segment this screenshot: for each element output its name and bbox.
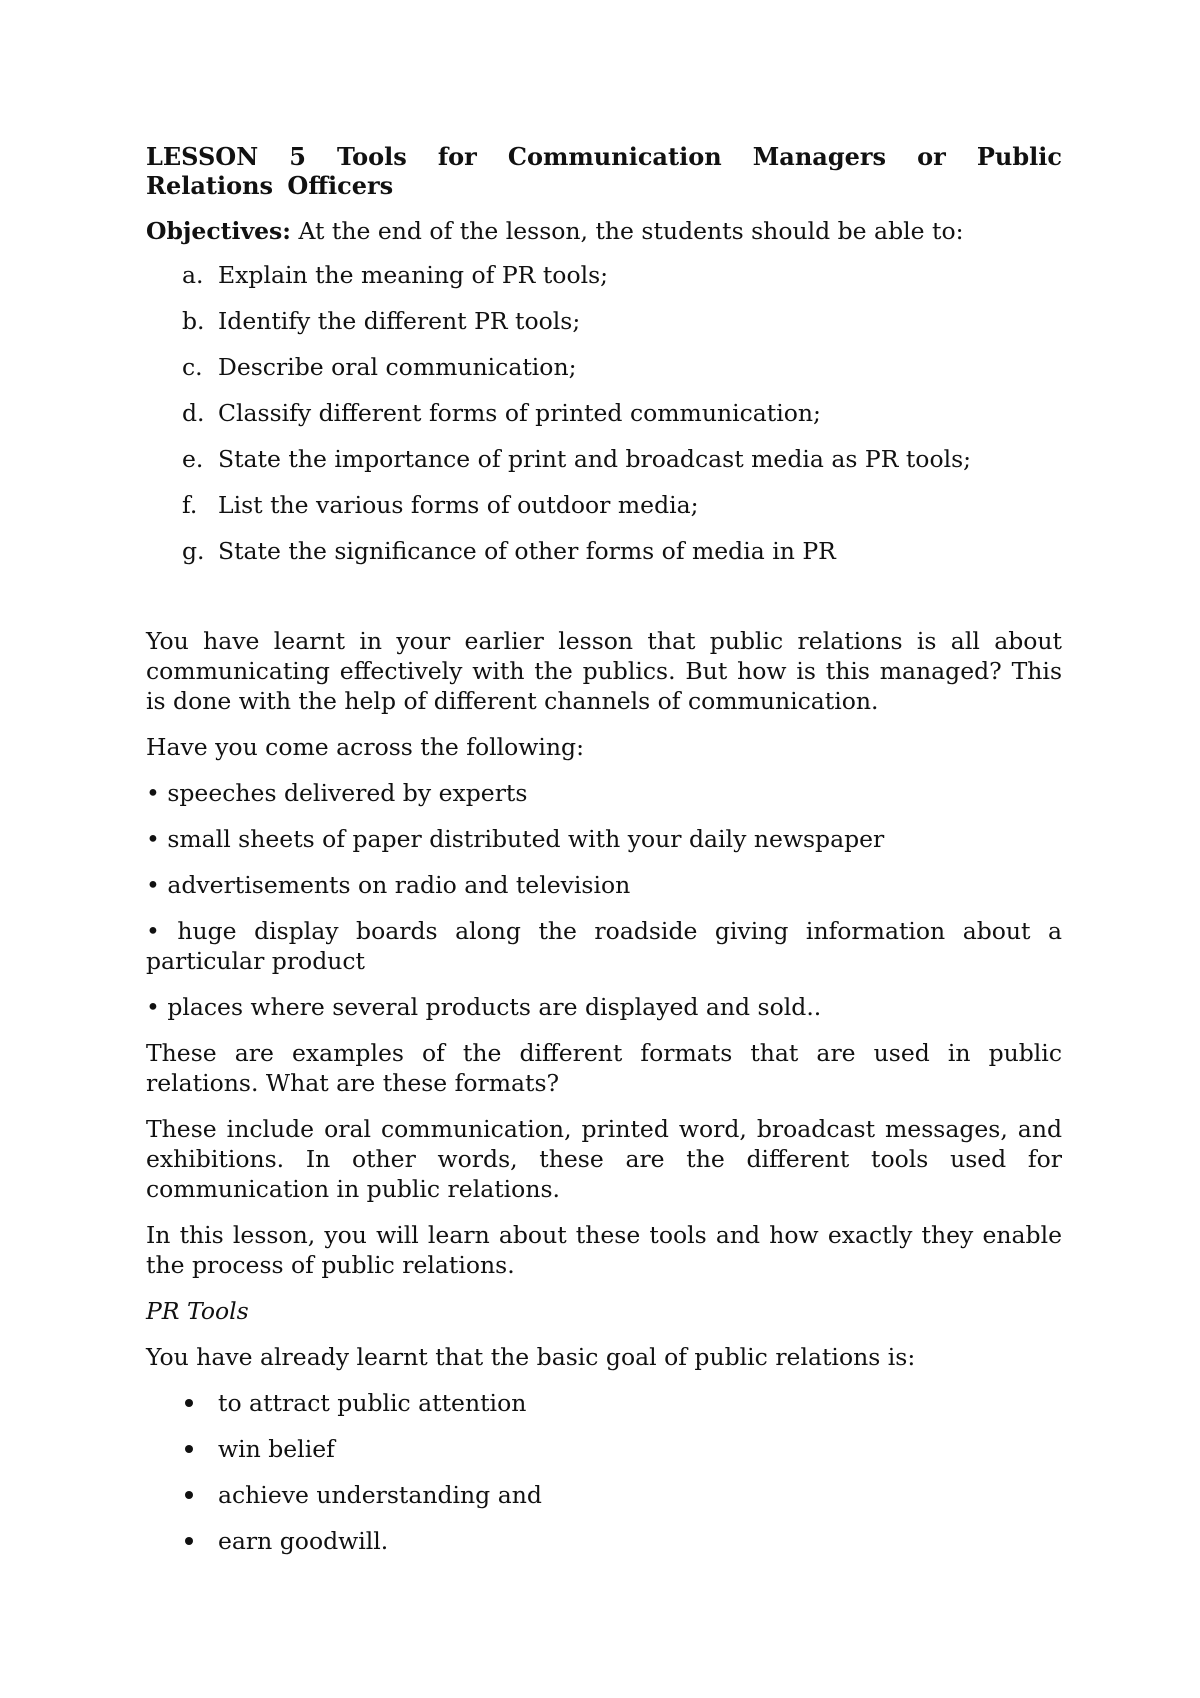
list-item [182, 1388, 1062, 1418]
lesson-title: LESSON 5 Tools for Communication Managers or Public Relations Officers [146, 142, 1062, 200]
list-item [182, 1434, 1062, 1464]
list-item-text: List the various forms of outdoor media; [218, 491, 699, 519]
objectives-intro: At the end of the lesson, the students should be able to: [298, 217, 964, 245]
list-item-text: earn goodwill. [218, 1527, 389, 1555]
list-item [182, 536, 1062, 566]
example-item: • small sheets of paper distributed with your daily newspaper [146, 825, 885, 853]
include-paragraph: These include oral communication, printed word, broadcast messages, and exhibitions. In other words, these are the different tools used for communication in public relations. [146, 1115, 1062, 1203]
list-marker: f. [182, 491, 198, 519]
pr-tools-heading: PR Tools [146, 1297, 249, 1325]
list-item-text: win belief [218, 1435, 335, 1463]
page-content [146, 142, 1062, 1572]
objectives-label: Objectives: [146, 217, 291, 245]
goals-list [146, 1388, 1062, 1556]
list-item [182, 398, 1062, 428]
list-item-text: Explain the meaning of PR tools; [218, 261, 609, 289]
list-item-text: to attract public attention [218, 1389, 527, 1417]
list-item [182, 260, 1062, 290]
example-item: • speeches delivered by experts [146, 779, 528, 807]
list-item [182, 352, 1062, 382]
list-marker: d. [182, 399, 205, 427]
list-marker: b. [182, 307, 205, 335]
bullet-icon [182, 1480, 218, 1510]
bullet-icon [182, 1388, 218, 1418]
list-marker: g. [182, 537, 205, 565]
bullet-icon [182, 1526, 218, 1556]
list-item [182, 444, 1062, 474]
list-item [182, 1480, 1062, 1510]
formats-paragraph: These are examples of the different formats that are used in public relations. What are these formats? [146, 1039, 1062, 1097]
list-item-text: State the importance of print and broadcast media as PR tools; [218, 445, 972, 473]
list-item-text: Describe oral communication; [218, 353, 577, 381]
example-item: • huge display boards along the roadside giving information about a particular product [146, 917, 1062, 975]
list-item-text: Identify the different PR tools; [218, 307, 581, 335]
goal-intro: You have already learnt that the basic goal of public relations is: [146, 1343, 916, 1371]
question-paragraph: Have you come across the following: [146, 733, 585, 761]
lesson-paragraph: In this lesson, you will learn about these tools and how exactly they enable the process of public relations. [146, 1221, 1062, 1279]
intro-paragraph: You have learnt in your earlier lesson that public relations is all about communicating effectively with the publics. But how is this managed? This is done with the help of different channels of communication. [146, 627, 1062, 715]
list-item [182, 1526, 1062, 1556]
list-marker: c. [182, 353, 203, 381]
section-spacer [146, 582, 1062, 626]
example-item: • places where several products are displayed and sold.. [146, 993, 822, 1021]
list-marker: e. [182, 445, 204, 473]
list-item [182, 306, 1062, 336]
list-item-text: achieve understanding and [218, 1481, 542, 1509]
example-item: • advertisements on radio and television [146, 871, 631, 899]
objectives-list [146, 260, 1062, 566]
list-marker: a. [182, 261, 204, 289]
bullet-icon [182, 1434, 218, 1464]
objectives-line [146, 216, 1062, 246]
list-item-text: State the significance of other forms of media in PR [218, 537, 836, 565]
list-item-text: Classify different forms of printed communication; [218, 399, 821, 427]
list-item [182, 490, 1062, 520]
